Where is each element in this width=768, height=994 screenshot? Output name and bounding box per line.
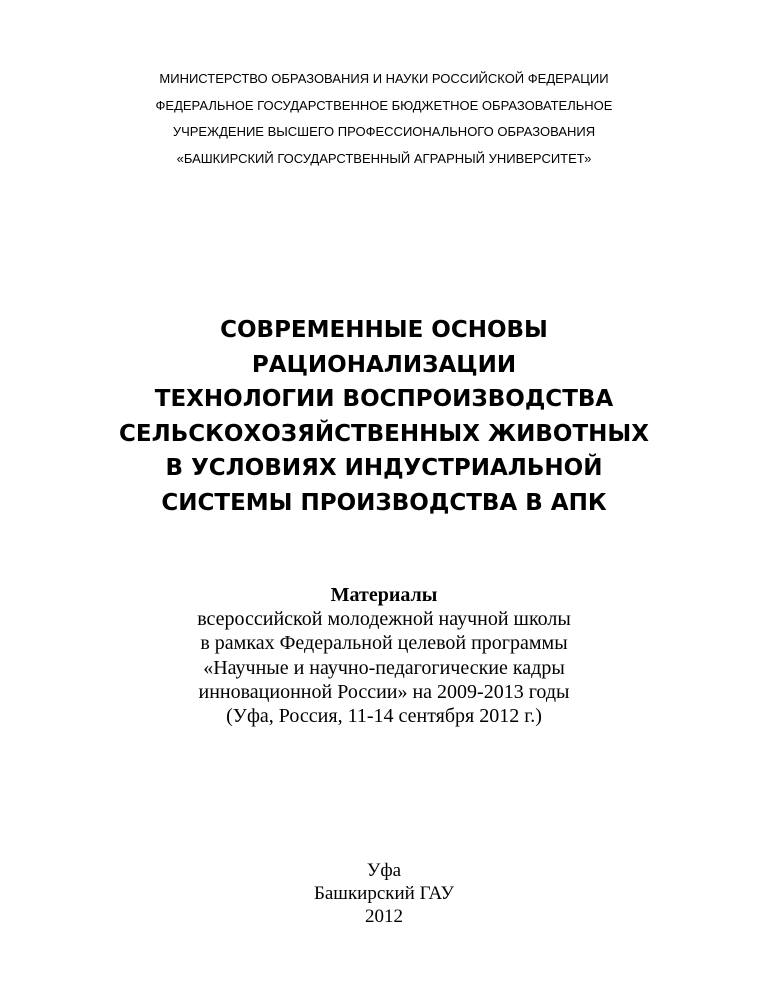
materials-label: Материалы (330, 584, 438, 606)
title-line: ТЕХНОЛОГИИ ВОСПРОИЗВОДСТВА (154, 386, 614, 412)
imprint-footer (0, 859, 768, 928)
materials-line: в рамках Федеральной целевой программы (200, 632, 568, 655)
imprint-city: Уфа (366, 860, 402, 881)
header-line: МИНИСТЕРСТВО ОБРАЗОВАНИЯ И НАУКИ РОССИЙСКОЙ ФЕДЕРАЦИИ (159, 71, 609, 86)
ministry-header (0, 66, 768, 172)
materials-line: (Уфа, Россия, 11-14 сентября 2012 г.) (226, 705, 542, 728)
title-line: СОВРЕМЕННЫЕ ОСНОВЫ (220, 317, 548, 343)
materials-line: инновационной России» на 2009-2013 годы (198, 680, 570, 703)
materials-line: «Научные и научно-педагогические кадры (203, 656, 565, 679)
title-line: РАЦИОНАЛИЗАЦИИ (251, 351, 517, 378)
materials-line: всероссийской молодежной научной школы (197, 608, 571, 631)
imprint-publisher: Башкирский ГАУ (313, 883, 455, 904)
title-line: СИСТЕМЫ ПРОИЗВОДСТВА В АПК (161, 489, 607, 516)
title-line: В УСЛОВИЯХ ИНДУСТРИАЛЬНОЙ (165, 455, 603, 481)
header-line: ФЕДЕРАЛЬНОЕ ГОСУДАРСТВЕННОЕ БЮДЖЕТНОЕ ОБРАЗОВАТЕЛЬНОЕ (155, 97, 613, 113)
imprint-year: 2012 (365, 906, 403, 927)
title-line: СЕЛЬСКОХОЗЯЙСТВЕННЫХ ЖИВОТНЫХ (119, 420, 649, 447)
header-line: «БАШКИРСКИЙ ГОСУДАРСТВЕННЫЙ АГРАРНЫЙ УНИВЕРСИТЕТ» (176, 150, 592, 166)
document-title (0, 313, 768, 520)
header-line: УЧРЕЖДЕНИЕ ВЫСШЕГО ПРОФЕССИОНАЛЬНОГО ОБРАЗОВАНИЯ (172, 124, 596, 139)
materials-block (0, 583, 768, 728)
